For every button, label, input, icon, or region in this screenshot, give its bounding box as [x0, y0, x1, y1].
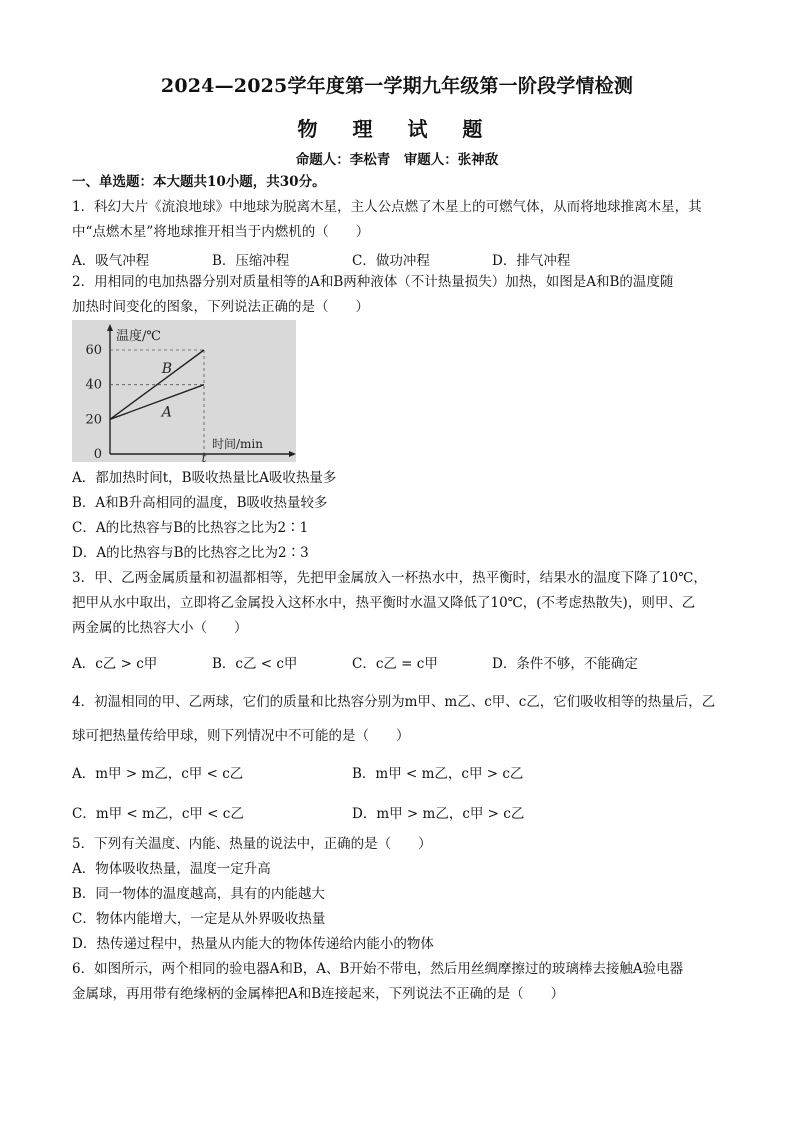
q2-line2: 加热时间变化的图象，下列说法正确的是（ ） — [72, 299, 369, 315]
q5-option-b: B．同一物体的温度越高，具有的内能越大 — [72, 886, 325, 902]
q2-option-c: C．A的比热容与B的比热容之比为2∶1 — [72, 520, 309, 536]
q6-line2: 金属球，再用带有绝缘柄的金属棒把A和B连接起来，下列说法不正确的是（ ） — [72, 986, 565, 1002]
q6-line1: 6．如图所示，两个相同的验电器A和B，A、B开始不带电，然后用丝绸摩擦过的玻璃棒去接触A验电器 — [72, 961, 684, 977]
q4-option-d: D．m甲 > m乙，c甲 > c乙 — [352, 806, 525, 822]
q3-line1: 3．甲、乙两金属质量和初温都相等，先把甲金属放入一杯热水中，热平衡时，结果水的温度下降了10℃， — [72, 570, 707, 586]
q2-option-b: B．A和B升高相同的温度，B吸收热量较多 — [72, 495, 328, 511]
x-tick-label-t: t — [201, 451, 207, 462]
q3-option-b: B．c乙 < c甲 — [212, 656, 298, 672]
y-tick-label-0: 0 — [93, 447, 102, 462]
q3-option-d: D．条件不够，不能确定 — [492, 656, 638, 672]
q4-line1: 4．初温相同的甲、乙两球，它们的质量和比热容分别为m甲、m乙、c甲、c乙，它们吸收相等的热量后，乙 — [72, 694, 716, 710]
y-axis-arrow — [107, 324, 113, 331]
q4-option-a: A．m甲 > m乙，c甲 < c乙 — [72, 766, 244, 782]
temperature-graph-svg — [72, 320, 296, 462]
q1-option-b: B．压缩冲程 — [212, 253, 290, 269]
q2-line1: 2．用相同的电加热器分别对质量相等的A和B两种液体（不计热量损失）加热，如图是A和B的温度随 — [72, 274, 674, 290]
q1-line2: 中“点燃木星”将地球推开相当于内燃机的（ ） — [72, 224, 370, 240]
x-axis-label: 时间/min — [212, 437, 263, 451]
q3-option-c: C．c乙 = c甲 — [352, 656, 438, 672]
q2-option-d: D．A的比热容与B的比热容之比为2∶3 — [72, 545, 309, 561]
y-tick-label-3: 60 — [85, 343, 102, 358]
x-axis-arrow — [289, 451, 296, 457]
q2-option-a: A．都加热时间t，B吸收热量比A吸收热量多 — [72, 470, 337, 486]
exam-subtitle: 物 理 试 题 — [297, 117, 497, 141]
q5-line1: 5．下列有关温度、内能、热量的说法中，正确的是（ ） — [72, 836, 432, 852]
q5-option-a: A．物体吸收热量，温度一定升高 — [72, 861, 271, 877]
q5-option-c: C．物体内能增大，一定是从外界吸收热量 — [72, 911, 326, 927]
q1-line1: 1．科幻大片《流浪地球》中地球为脱离木星，主人公点燃了木星上的可燃气体，从而将地球推离木星，其 — [72, 199, 702, 215]
q3-option-a: A．c乙 > c甲 — [72, 656, 158, 672]
y-tick-label-2: 40 — [85, 377, 102, 393]
y-axis-label: 温度/℃ — [116, 329, 161, 344]
temperature-time-graph — [72, 320, 296, 462]
q4-option-b: B．m甲 < m乙，c甲 > c乙 — [352, 766, 524, 782]
series-line-a — [110, 385, 204, 420]
q1-option-a: A．吸气冲程 — [72, 253, 150, 269]
y-tick-label-1: 20 — [85, 412, 102, 428]
q1-option-d: D．排气冲程 — [492, 253, 571, 269]
q3-line2: 把甲从水中取出，立即将乙金属投入这杯水中，热平衡时水温又降低了10℃，(不考虑热散失)，则甲、乙 — [72, 595, 696, 611]
q1-option-c: C．做功冲程 — [352, 253, 430, 269]
q5-option-d: D．热传递过程中，热量从内能大的物体传递给内能小的物体 — [72, 936, 434, 952]
exam-authors: 命题人：李松青 审题人：张神敌 — [295, 152, 499, 168]
series-label-b: B — [161, 361, 172, 378]
section-heading: 一、单选题：本大题共10小题，共30分。 — [72, 174, 326, 190]
q3-line3: 两金属的比热容大小（ ） — [72, 620, 248, 636]
exam-title: 2024—2025学年度第一学期九年级第一阶段学情检测 — [160, 75, 634, 97]
q4-line2: 球可把热量传给甲球，则下列情况中不可能的是（ ） — [72, 728, 410, 744]
series-label-a: A — [161, 404, 172, 421]
q4-option-c: C．m甲 < m乙，c甲 < c乙 — [72, 806, 244, 822]
